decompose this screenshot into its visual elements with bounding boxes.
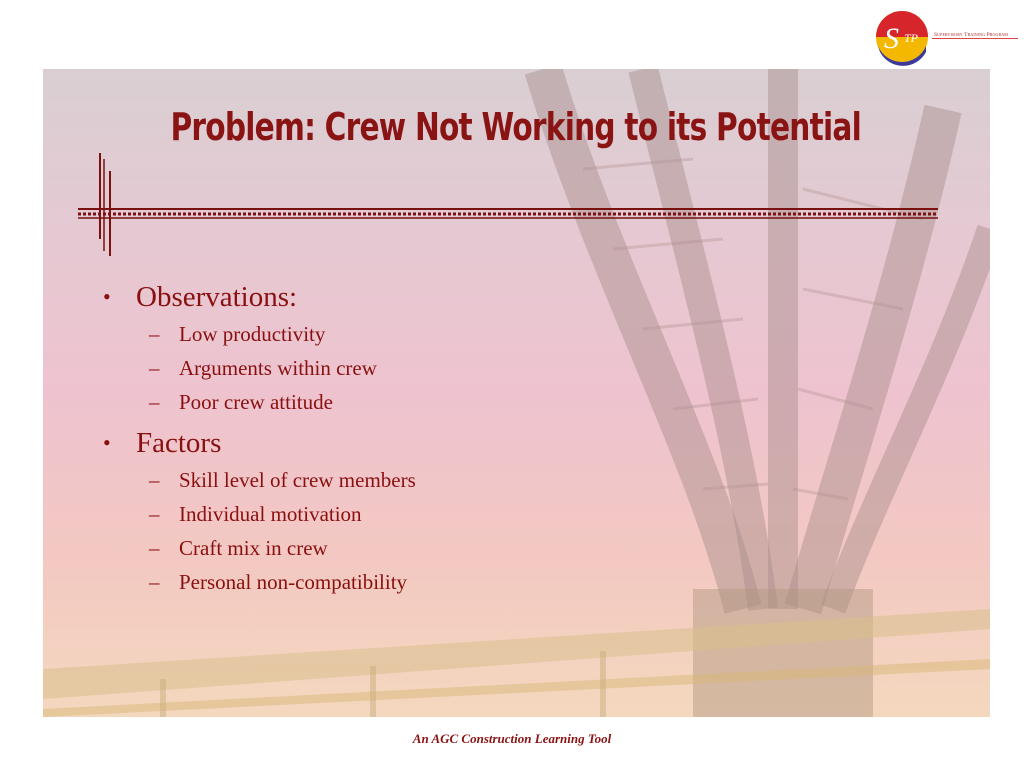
bullet-group-observations: [103, 279, 703, 419]
sub-item: [103, 531, 703, 565]
dash-marker: –: [149, 322, 160, 346]
logo-text: Supervisory Training Program: [934, 32, 1008, 38]
dash-marker: –: [149, 356, 160, 380]
dash-marker: –: [149, 468, 160, 492]
bullet-group-factors: [103, 425, 703, 599]
sub-item-text: Low productivity: [179, 322, 326, 346]
sub-item: [103, 351, 703, 385]
dash-marker: –: [149, 502, 160, 526]
svg-text:S: S: [884, 22, 899, 55]
dash-marker: –: [149, 390, 160, 414]
bullet-heading-text: Factors: [136, 427, 222, 459]
bullet-heading: [103, 425, 703, 461]
sub-item: [103, 385, 703, 419]
dash-marker: –: [149, 570, 160, 594]
title-underline-decoration: [73, 151, 943, 261]
sub-list: [103, 463, 703, 599]
sub-item-text: Arguments within crew: [179, 356, 377, 380]
sub-list: [103, 317, 703, 419]
sub-item: [103, 565, 703, 599]
dash-marker: –: [149, 536, 160, 560]
sub-item-text: Skill level of crew members: [179, 468, 416, 492]
stp-logo-mark-icon: [874, 8, 934, 66]
sub-item-text: Poor crew attitude: [179, 390, 333, 414]
bullet-heading-text: Observations:: [136, 281, 298, 313]
sub-item: [103, 463, 703, 497]
sub-item: [103, 317, 703, 351]
bullet-marker: •: [103, 284, 111, 309]
sub-item-text: Craft mix in crew: [179, 536, 328, 560]
svg-text:TP: TP: [904, 31, 919, 45]
bullet-marker: •: [103, 430, 111, 455]
logo-rule: [932, 38, 1018, 39]
bullet-content: [103, 279, 703, 605]
sub-item-text: Individual motivation: [179, 502, 362, 526]
stp-logo: [874, 8, 1020, 66]
slide-title: Problem: Crew Not Working to its Potential: [170, 105, 861, 149]
footer-caption: An AGC Construction Learning Tool: [412, 731, 612, 746]
bullet-heading: [103, 279, 703, 315]
sub-item: [103, 497, 703, 531]
slide-panel: [43, 69, 990, 717]
sub-item-text: Personal non-compatibility: [179, 570, 408, 594]
